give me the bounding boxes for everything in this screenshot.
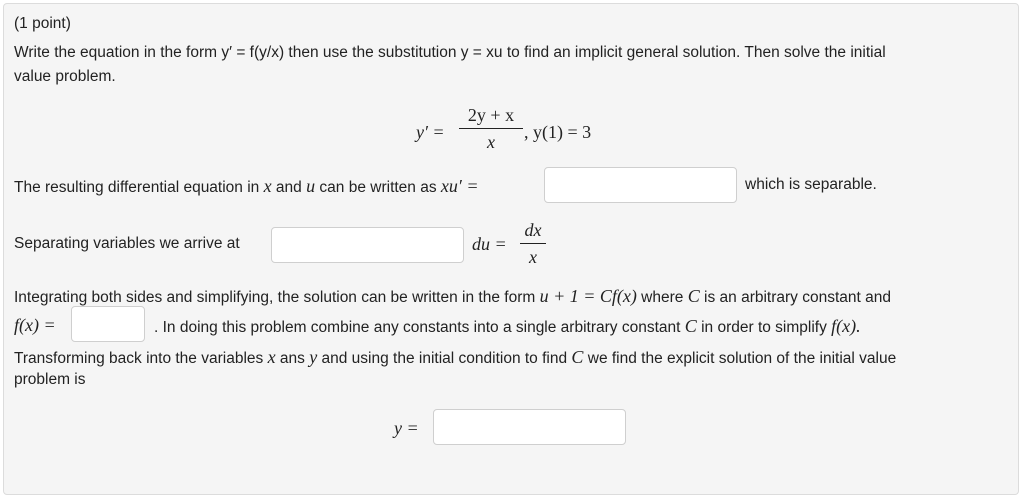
fx-ref: f(x). (831, 316, 861, 336)
xu-prime-answer-input[interactable] (544, 167, 737, 203)
step3-text3: . In doing this problem combine any constants into a single arbitrary constant (154, 319, 681, 336)
step3-where: where (641, 289, 684, 306)
step1-suffix: which is separable. (745, 176, 877, 193)
separated-variables-input[interactable] (271, 227, 464, 263)
step3-line3 (14, 347, 896, 368)
final-y-label: y = (394, 418, 419, 438)
step3-text1: Integrating both sides and simplifying, the solution can be written in the form (14, 289, 536, 306)
step3-text6: and using the initial condition to find (321, 350, 568, 367)
step3-line2 (154, 316, 861, 337)
dx-fraction-bar (520, 243, 546, 244)
step1-text (14, 176, 479, 197)
step1-expr: xu′ = (440, 176, 479, 196)
fraction-bar (459, 128, 523, 129)
dx-denominator: x (529, 247, 537, 267)
step3-text5: Transforming back into the variables (14, 350, 264, 367)
step1-can-be-written: can be written as (319, 179, 437, 196)
var-y: y (309, 347, 318, 367)
du-label: du = (472, 234, 507, 254)
step3-line1 (14, 286, 891, 307)
form-expression: u + 1 = Cf(x) (539, 286, 637, 306)
step3-line4: problem is (14, 371, 86, 388)
var-u: u (306, 176, 316, 196)
initial-condition: , y(1) = 3 (524, 122, 592, 142)
equation-lhs: y′ = (416, 122, 445, 142)
step3-ans: ans (279, 350, 305, 367)
var-x-2: x (267, 347, 276, 367)
equation-denominator: x (487, 132, 495, 152)
dx-numerator: dx (524, 220, 542, 240)
problem-statement: Write the equation in the form y′ = f(y/x) then use the substitution y = xu to find an implicit general solution. Then solve the initial (14, 44, 886, 61)
fx-answer-input[interactable] (71, 306, 145, 342)
constant-c-3: C (571, 347, 584, 367)
equation-numerator: 2y + x (467, 105, 515, 125)
step1-and: and (275, 179, 302, 196)
step3-text7: we find the explicit solution of the initial value (587, 350, 897, 367)
constant-c: C (687, 286, 700, 306)
step3-text4: in order to simplify (701, 319, 827, 336)
equation-fraction (459, 105, 523, 153)
final-solution-input[interactable] (433, 409, 626, 445)
fx-label: f(x) = (14, 315, 56, 335)
problem-statement-cont: value problem. (14, 68, 116, 85)
step1-prefix: The resulting differential equation in (14, 179, 260, 196)
dx-fraction (520, 220, 546, 268)
step3-text2: is an arbitrary constant and (704, 289, 891, 306)
points-label: (1 point) (14, 15, 71, 32)
var-x: x (263, 176, 272, 196)
constant-c-2: C (684, 316, 697, 336)
step2-prefix: Separating variables we arrive at (14, 235, 240, 252)
problem-panel (3, 3, 1019, 495)
